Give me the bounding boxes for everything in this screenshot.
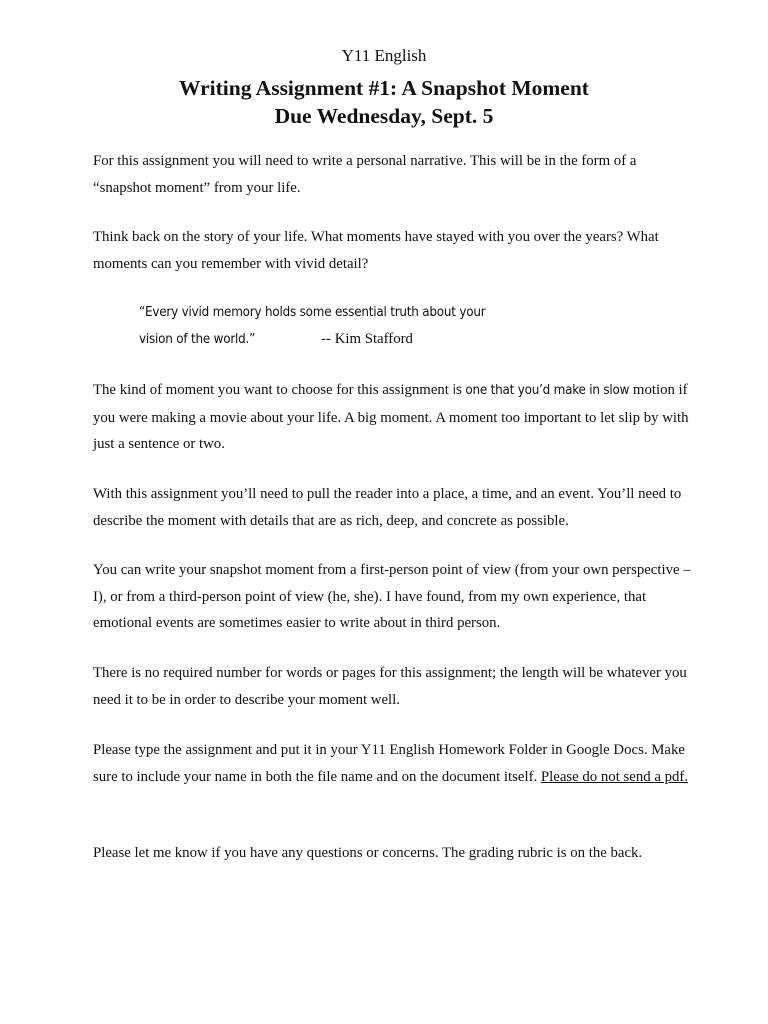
paragraph-submission — [93, 737, 693, 790]
title-line-1: Writing Assignment #1: A Snapshot Moment — [179, 76, 589, 100]
quote-author: -- Kim Stafford — [321, 331, 413, 347]
paragraph-questions: Please let me know if you have any questions or concerns. The grading rubric is on the back. — [93, 845, 643, 861]
quote-text-2: vision of the world.” — [139, 332, 256, 347]
paragraph-pull-reader: With this assignment you’ll need to pull the reader into a place, a time, and an event. You’ll need to describe the moment with details that are as rich, deep, and concrete as possible. — [93, 486, 682, 529]
paragraph-kind-of-moment — [93, 377, 693, 458]
quote-line-1: “Every vivid memory holds some essential truth about your — [139, 305, 486, 320]
paragraph-length: There is no required number for words or pages for this assignment; the length will be whatever you need it to be in order to describe your moment well. — [93, 665, 687, 708]
assignment-title — [0, 74, 768, 130]
paragraph-submission-text: Please type the assignment and put it in your Y11 English Homework Folder in Google Docs. Make sure to include your name in both the file name and on the document itself. — [93, 742, 685, 785]
course-heading: Y11 English — [341, 46, 427, 65]
paragraph-point-of-view: You can write your snapshot moment from a first-person point of view (from your own perspective – I), or from a third-person point of view (he, she). I have found, from my own experience, that emotional events are sometimes easier to write about in third person. — [93, 562, 691, 631]
title-line-2: Due Wednesday, Sept. 5 — [274, 104, 494, 128]
paragraph-kind-part-3: motion if you were making a movie about your life. A big moment. A moment too important to let slip by with just a sentence or two. — [93, 382, 689, 452]
no-pdf-note: Please do not send a pdf. — [540, 768, 689, 785]
paragraph-kind-part-2: is one that you’d make in slow — [452, 383, 630, 398]
quote-line-2 — [139, 326, 559, 353]
paragraph-think-back: Think back on the story of your life. What moments have stayed with you over the years? What moments can you remember with vivid detail? — [93, 229, 659, 272]
paragraph-kind-part-1: The kind of moment you want to choose for this assignment — [93, 382, 453, 398]
quote-block — [139, 299, 559, 353]
paragraph-intro: For this assignment you will need to write a personal narrative. This will be in the form of a “snapshot moment” from your life. — [93, 153, 637, 196]
